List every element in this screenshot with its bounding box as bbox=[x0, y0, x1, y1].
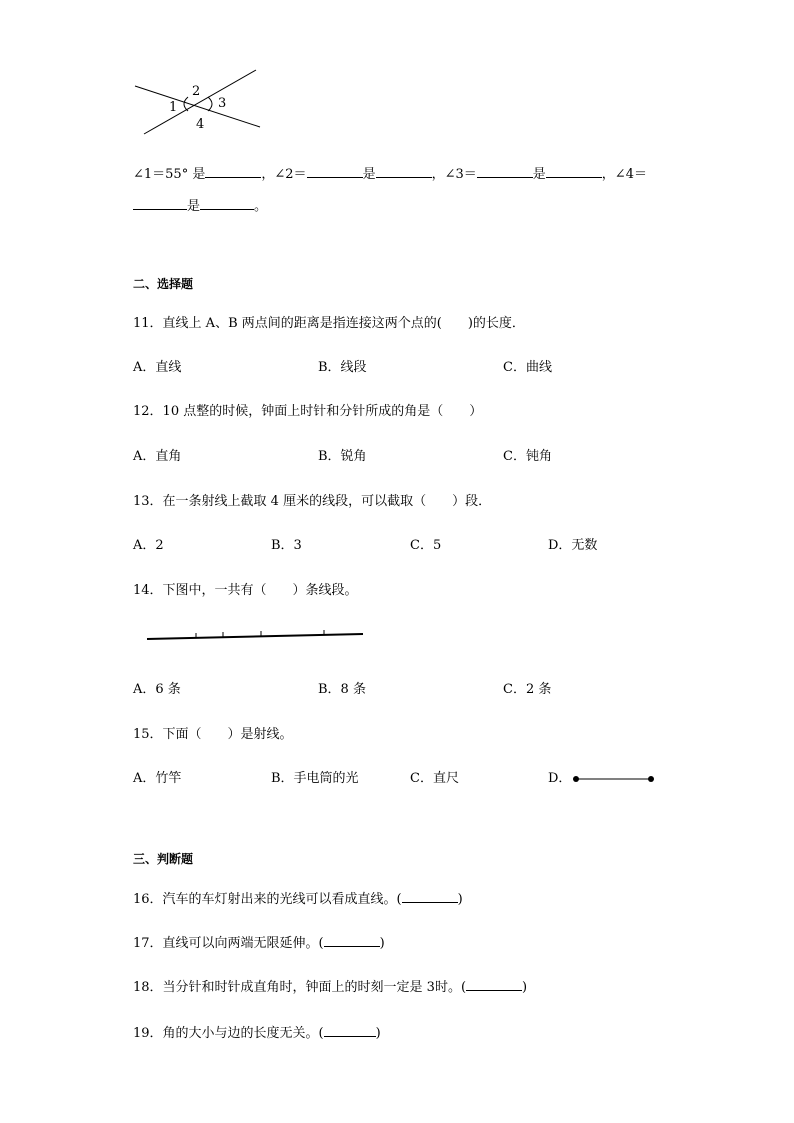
angle-label-1: 1 bbox=[169, 100, 178, 115]
q13-option-c[interactable]: C．5 bbox=[410, 538, 442, 553]
q13-option-b[interactable]: B．3 bbox=[271, 538, 302, 553]
q15-option-d[interactable]: D． bbox=[548, 771, 572, 786]
q13-option-d[interactable]: D．无数 bbox=[548, 538, 598, 553]
q14-stem: 14．下图中，一共有（ ）条线段。 bbox=[133, 583, 358, 598]
q12-stem: 12．10 点整的时候，钟面上时针和分针所成的角是（ ） bbox=[133, 404, 483, 419]
q10-blank4[interactable] bbox=[477, 165, 533, 178]
segment-figure bbox=[146, 628, 366, 644]
q10-line2: 是 。 bbox=[133, 197, 267, 215]
q13-stem: 13．在一条射线上截取 4 厘米的线段，可以截取（ ）段． bbox=[133, 494, 492, 509]
q16-blank[interactable] bbox=[402, 890, 458, 903]
angle-label-3: 3 bbox=[218, 96, 227, 111]
q13-option-a[interactable]: A．2 bbox=[133, 538, 164, 553]
q17-blank[interactable] bbox=[324, 934, 380, 947]
q12-option-b[interactable]: B．锐角 bbox=[318, 449, 367, 464]
q15-option-c[interactable]: C．直尺 bbox=[410, 771, 459, 786]
q15-stem: 15．下面（ ）是射线。 bbox=[133, 727, 293, 742]
q10-blank6[interactable] bbox=[133, 197, 187, 210]
angle-label-4: 4 bbox=[196, 117, 205, 132]
q10-blank3[interactable] bbox=[376, 165, 432, 178]
q11-option-a[interactable]: A．直线 bbox=[133, 360, 182, 375]
q19-stem: 19．角的大小与边的长度无关。( bbox=[133, 1026, 324, 1041]
q12-option-a[interactable]: A．直角 bbox=[133, 449, 182, 464]
q10-blank2[interactable] bbox=[307, 165, 363, 178]
q14-option-a[interactable]: A．6 条 bbox=[133, 682, 181, 697]
q10-angle1: ∠1＝55° bbox=[133, 167, 189, 182]
q18: 18．当分针和时针成直角时，钟面上的时刻一定是 3时。( ) bbox=[133, 980, 528, 995]
q12-option-c[interactable]: C．钝角 bbox=[503, 449, 552, 464]
section-title-choice: 二、选择题 bbox=[133, 277, 194, 291]
q10-blank1[interactable] bbox=[205, 165, 261, 178]
q15-option-b[interactable]: B．手电筒的光 bbox=[271, 771, 359, 786]
q10-blank5[interactable] bbox=[546, 165, 602, 178]
q17-stem: 17．直线可以向两端无限延伸。( bbox=[133, 936, 324, 951]
q19-blank[interactable] bbox=[324, 1024, 376, 1037]
q11-stem: 11．直线上 A、B 两点间的距离是指连接这两个点的( )的长度． bbox=[133, 316, 525, 331]
line-segment-figure bbox=[572, 774, 656, 784]
q10-angle2: ∠2＝ bbox=[274, 167, 307, 182]
q11-option-b[interactable]: B．线段 bbox=[318, 360, 367, 375]
q11-option-c[interactable]: C．曲线 bbox=[503, 360, 552, 375]
q18-blank[interactable] bbox=[466, 978, 522, 991]
q16-stem: 16．汽车的车灯射出来的光线可以看成直线。( bbox=[133, 892, 402, 907]
q16: 16．汽车的车灯射出来的光线可以看成直线。( ) bbox=[133, 892, 463, 907]
q14-option-b[interactable]: B．8 条 bbox=[318, 682, 366, 697]
q15-option-a[interactable]: A．竹竿 bbox=[133, 771, 182, 786]
q10-is1: 是 bbox=[192, 167, 206, 182]
section-title-judge: 三、判断题 bbox=[133, 852, 194, 866]
q17: 17．直线可以向两端无限延伸。( ) bbox=[133, 936, 385, 951]
q10-line1: ∠1＝55° 是 ，∠2＝ 是 ，∠3＝ 是 ，∠4＝ bbox=[133, 167, 647, 182]
q10-blank7[interactable] bbox=[200, 197, 254, 210]
q10-angle3: ∠3＝ bbox=[444, 167, 477, 182]
q10-angle4: ∠4＝ bbox=[614, 167, 647, 182]
angle-label-2: 2 bbox=[192, 84, 201, 99]
q18-stem: 18．当分针和时针成直角时，钟面上的时刻一定是 3时。( bbox=[133, 980, 467, 995]
q14-option-c[interactable]: C．2 条 bbox=[503, 682, 552, 697]
q19: 19．角的大小与边的长度无关。( ) bbox=[133, 1026, 381, 1041]
